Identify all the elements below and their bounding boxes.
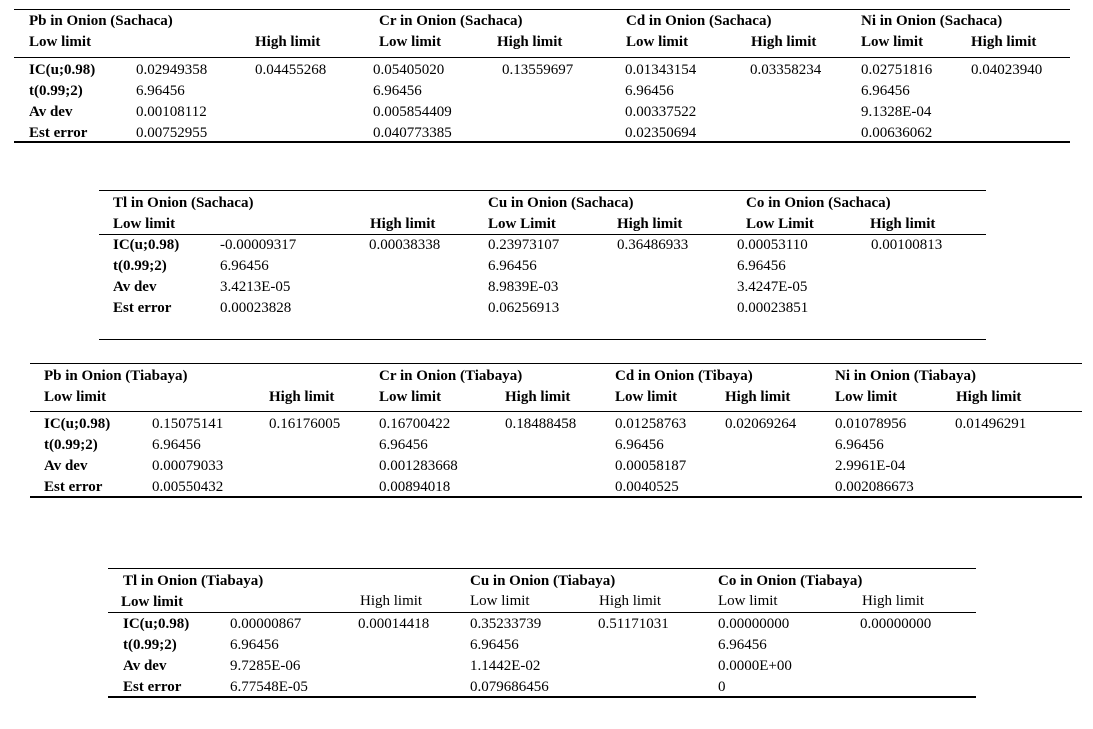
co-high-value: 0.00000000 bbox=[860, 616, 932, 632]
pb-ic-value: 0.15075141 bbox=[152, 416, 224, 432]
low-limit-header: Low limit bbox=[718, 593, 778, 609]
cd-av-value: 0.00058187 bbox=[615, 458, 687, 474]
group-title-tl: Tl in Onion (Tiabaya) bbox=[123, 573, 264, 589]
high-limit-header: High limit bbox=[505, 389, 571, 405]
table-sachaca-1 bbox=[14, 9, 1070, 144]
pb-err-value: 0.00550432 bbox=[152, 479, 224, 495]
ni-high-value: 0.04023940 bbox=[971, 62, 1043, 78]
group-title-cu: Cu in Onion (Sachaca) bbox=[488, 195, 634, 211]
cu-t-value: 6.96456 bbox=[470, 637, 519, 653]
row-label-av: Av dev bbox=[44, 458, 88, 474]
cr-t-value: 6.96456 bbox=[379, 437, 428, 453]
cu-high-value: 0.36486933 bbox=[617, 237, 689, 253]
table-bottom-rule bbox=[30, 496, 1082, 498]
co-av-value: 3.4247E-05 bbox=[737, 279, 808, 295]
cu-err-value: 0.06256913 bbox=[488, 300, 560, 316]
high-limit-header: High limit bbox=[725, 389, 791, 405]
cd-err-value: 0.02350694 bbox=[625, 125, 697, 141]
low-limit-header: Low limit bbox=[470, 593, 530, 609]
tl-ic-value: 0.00000867 bbox=[230, 616, 302, 632]
cu-err-value: 0.079686456 bbox=[470, 679, 549, 695]
tl-t-value: 6.96456 bbox=[220, 258, 269, 274]
row-label-av: Av dev bbox=[29, 104, 73, 120]
cu-ic-value: 0.23973107 bbox=[488, 237, 560, 253]
low-limit-header: Low limit bbox=[44, 389, 107, 405]
table-tiabaya-2 bbox=[108, 568, 976, 699]
table-top-rule bbox=[108, 568, 976, 569]
group-title-tl: Tl in Onion (Sachaca) bbox=[113, 195, 254, 211]
low-limit-header: Low limit bbox=[626, 34, 689, 50]
cr-err-value: 0.040773385 bbox=[373, 125, 452, 141]
high-limit-header: High limit bbox=[360, 593, 423, 609]
ni-err-value: 0.00636062 bbox=[861, 125, 933, 141]
tl-av-value: 3.4213E-05 bbox=[220, 279, 291, 295]
co-t-value: 6.96456 bbox=[737, 258, 786, 274]
tl-t-value: 6.96456 bbox=[230, 637, 279, 653]
cd-ic-value: 0.01343154 bbox=[625, 62, 697, 78]
row-label-err: Est error bbox=[29, 125, 88, 141]
co-high-value: 0.00100813 bbox=[871, 237, 943, 253]
tl-high-value: 0.00014418 bbox=[358, 616, 430, 632]
row-label-t: t(0.99;2) bbox=[113, 258, 167, 274]
table-top-rule bbox=[14, 9, 1070, 10]
row-label-err: Est error bbox=[123, 679, 182, 695]
pb-high-value: 0.16176005 bbox=[269, 416, 341, 432]
row-label-ic: IC(u;0.98) bbox=[44, 416, 111, 432]
pb-t-value: 6.96456 bbox=[152, 437, 201, 453]
low-limit-header: Low limit bbox=[29, 34, 92, 50]
row-label-av: Av dev bbox=[123, 658, 167, 674]
table-bottom-rule bbox=[108, 696, 976, 698]
pb-av-value: 0.00108112 bbox=[136, 104, 207, 120]
cr-high-value: 0.13559697 bbox=[502, 62, 574, 78]
high-limit-header: High limit bbox=[599, 593, 662, 609]
high-limit-header: High limit bbox=[617, 216, 683, 232]
low-limit-header: Low Limit bbox=[746, 216, 814, 232]
cd-t-value: 6.96456 bbox=[625, 83, 674, 99]
table-sachaca-2 bbox=[99, 190, 986, 342]
pb-av-value: 0.00079033 bbox=[152, 458, 224, 474]
tl-high-value: 0.00038338 bbox=[369, 237, 441, 253]
cr-ic-value: 0.05405020 bbox=[373, 62, 445, 78]
cr-ic-value: 0.16700422 bbox=[379, 416, 451, 432]
ni-t-value: 6.96456 bbox=[835, 437, 884, 453]
high-limit-header: High limit bbox=[956, 389, 1022, 405]
cd-t-value: 6.96456 bbox=[615, 437, 664, 453]
group-title-pb: Pb in Onion (Sachaca) bbox=[29, 13, 173, 29]
group-title-ni: Ni in Onion (Tiabaya) bbox=[835, 368, 977, 384]
high-limit-header: High limit bbox=[497, 34, 563, 50]
table-top-rule bbox=[99, 190, 986, 191]
cu-t-value: 6.96456 bbox=[488, 258, 537, 274]
cu-av-value: 8.9839E-03 bbox=[488, 279, 559, 295]
tl-err-value: 6.77548E-05 bbox=[230, 679, 308, 695]
high-limit-header: High limit bbox=[269, 389, 335, 405]
high-limit-header: High limit bbox=[971, 34, 1037, 50]
group-title-co: Co in Onion (Tiabaya) bbox=[718, 573, 863, 589]
pb-err-value: 0.00752955 bbox=[136, 125, 208, 141]
group-title-ni: Ni in Onion (Sachaca) bbox=[861, 13, 1003, 29]
row-label-t: t(0.99;2) bbox=[123, 637, 177, 653]
cr-t-value: 6.96456 bbox=[373, 83, 422, 99]
low-limit-header: Low limit bbox=[379, 34, 442, 50]
group-title-cu: Cu in Onion (Tiabaya) bbox=[470, 573, 616, 589]
group-title-cr: Cr in Onion (Tiabaya) bbox=[379, 368, 523, 384]
tl-ic-value: -0.00009317 bbox=[220, 237, 297, 253]
ni-ic-value: 0.02751816 bbox=[861, 62, 933, 78]
table-tiabaya-1 bbox=[30, 363, 1082, 499]
low-limit-header: Low limit bbox=[861, 34, 924, 50]
co-av-value: 0.0000E+00 bbox=[718, 658, 792, 674]
co-err-value: 0 bbox=[718, 679, 726, 695]
table-top-rule bbox=[30, 363, 1082, 364]
tl-av-value: 9.7285E-06 bbox=[230, 658, 301, 674]
co-ic-value: 0.00000000 bbox=[718, 616, 790, 632]
cu-high-value: 0.51171031 bbox=[598, 616, 669, 632]
table-header-rule bbox=[14, 57, 1070, 58]
group-title-cr: Cr in Onion (Sachaca) bbox=[379, 13, 523, 29]
pb-t-value: 6.96456 bbox=[136, 83, 185, 99]
cr-high-value: 0.18488458 bbox=[505, 416, 577, 432]
cu-av-value: 1.1442E-02 bbox=[470, 658, 541, 674]
tl-err-value: 0.00023828 bbox=[220, 300, 292, 316]
ni-high-value: 0.01496291 bbox=[955, 416, 1027, 432]
row-label-av: Av dev bbox=[113, 279, 157, 295]
pb-high-value: 0.04455268 bbox=[255, 62, 327, 78]
cd-av-value: 0.00337522 bbox=[625, 104, 697, 120]
row-label-ic: IC(u;0.98) bbox=[123, 616, 190, 632]
ni-ic-value: 0.01078956 bbox=[835, 416, 907, 432]
cu-ic-value: 0.35233739 bbox=[470, 616, 542, 632]
cd-err-value: 0.0040525 bbox=[615, 479, 679, 495]
cr-av-value: 0.001283668 bbox=[379, 458, 458, 474]
co-t-value: 6.96456 bbox=[718, 637, 767, 653]
high-limit-header: High limit bbox=[862, 593, 925, 609]
high-limit-header: High limit bbox=[370, 216, 436, 232]
row-label-ic: IC(u;0.98) bbox=[29, 62, 96, 78]
low-limit-header: Low Limit bbox=[488, 216, 556, 232]
low-limit-header: Low limit bbox=[615, 389, 678, 405]
row-label-ic: IC(u;0.98) bbox=[113, 237, 180, 253]
group-title-pb: Pb in Onion (Tiabaya) bbox=[44, 368, 188, 384]
cr-err-value: 0.00894018 bbox=[379, 479, 451, 495]
table-header-rule bbox=[99, 234, 986, 235]
row-label-err: Est error bbox=[44, 479, 103, 495]
table-header-rule bbox=[108, 612, 976, 613]
low-limit-header: Low limit bbox=[113, 216, 176, 232]
high-limit-header: High limit bbox=[255, 34, 321, 50]
ni-err-value: 0.002086673 bbox=[835, 479, 914, 495]
cr-av-value: 0.005854409 bbox=[373, 104, 452, 120]
high-limit-header: High limit bbox=[751, 34, 817, 50]
row-label-t: t(0.99;2) bbox=[29, 83, 83, 99]
high-limit-header: High limit bbox=[870, 216, 936, 232]
row-label-err: Est error bbox=[113, 300, 172, 316]
low-limit-header: Low limit bbox=[835, 389, 898, 405]
row-label-t: t(0.99;2) bbox=[44, 437, 98, 453]
group-title-cd: Cd in Onion (Tibaya) bbox=[615, 368, 753, 384]
ni-t-value: 6.96456 bbox=[861, 83, 910, 99]
low-limit-header: Low limit bbox=[121, 594, 184, 610]
pb-ic-value: 0.02949358 bbox=[136, 62, 208, 78]
co-ic-value: 0.00053110 bbox=[737, 237, 808, 253]
low-limit-header: Low limit bbox=[379, 389, 442, 405]
ni-av-value: 2.9961E-04 bbox=[835, 458, 906, 474]
table-header-rule bbox=[30, 411, 1082, 412]
group-title-cd: Cd in Onion (Sachaca) bbox=[626, 13, 772, 29]
co-err-value: 0.00023851 bbox=[737, 300, 809, 316]
cd-ic-value: 0.01258763 bbox=[615, 416, 687, 432]
table-bottom-rule bbox=[99, 339, 986, 340]
ni-av-value: 9.1328E-04 bbox=[861, 104, 932, 120]
group-title-co: Co in Onion (Sachaca) bbox=[746, 195, 891, 211]
cd-high-value: 0.03358234 bbox=[750, 62, 822, 78]
cd-high-value: 0.02069264 bbox=[725, 416, 797, 432]
